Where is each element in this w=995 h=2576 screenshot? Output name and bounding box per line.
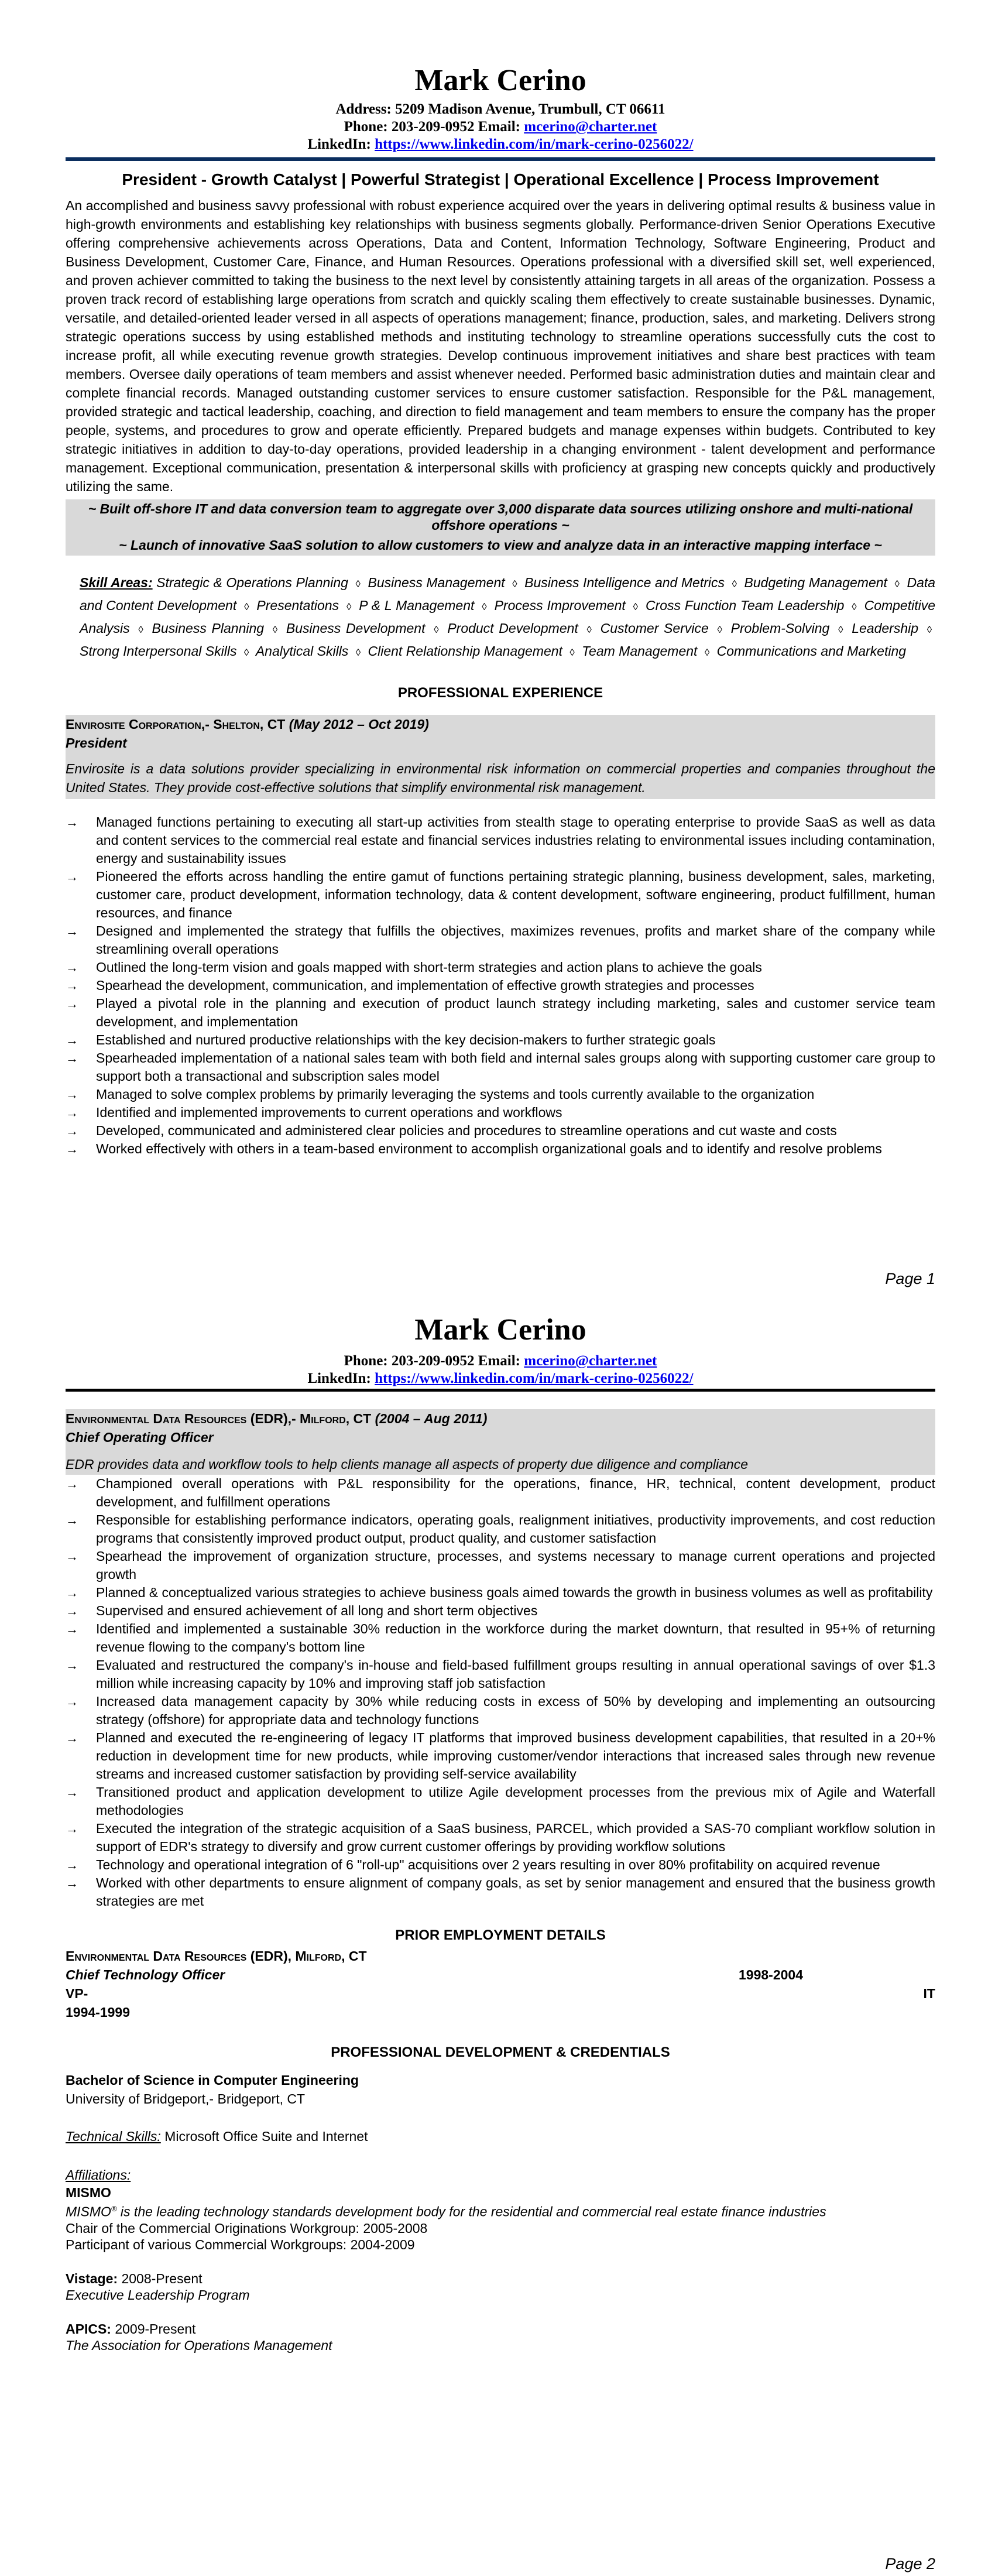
bullet-text: Worked effectively with others in a team-based environment to accomplish organizational goals and to identify and resolve problems <box>96 1141 882 1156</box>
skill-item: P & L Management <box>359 598 475 613</box>
skill-item: Process Improvement <box>494 598 626 613</box>
bullet-text: Outlined the long-term vision and goals mapped with short-term strategies and action plans to achieve the goals <box>96 960 762 975</box>
job-dates: (May 2012 – Oct 2019) <box>289 717 429 732</box>
diamond-separator-icon: ◊ <box>569 647 575 658</box>
job-dates: (2004 – Aug 2011) <box>375 1411 488 1426</box>
skill-areas <box>66 572 935 663</box>
skill-item: Budgeting Management <box>744 575 887 590</box>
diamond-separator-icon: ◊ <box>838 624 843 635</box>
diamond-separator-icon: ◊ <box>355 578 361 590</box>
arrow-right-icon: → <box>66 1622 78 1636</box>
mismo-role-1: Chair of the Commercial Originations Workgroup: 2005-2008 <box>66 2220 428 2236</box>
diamond-separator-icon: ◊ <box>355 647 361 658</box>
highlight-item: ~ Launch of innovative SaaS solution to allow customers to view and analyze data in an interactive mapping interface ~ <box>119 537 882 553</box>
vistage-label: Vistage: <box>66 2270 118 2286</box>
skill-item: Data and Content Development <box>80 575 936 613</box>
arrow-right-icon: → <box>66 1731 78 1745</box>
bullet-text: Evaluated and restructured the company's in-house and field-based fulfillment groups resulting in annual operational savings of over $1.3 million while increasing capacity by 10% and improving staff job satisfaction <box>96 1657 935 1691</box>
bullet-text: Managed functions pertaining to executing all start-up activities from stealth stage to operating enterprise to provide SaaS as well as data and content services to the commercial real estate and financial services industries relating to environmental issues including contamination, energy and sustainability issues <box>96 814 935 866</box>
header-divider <box>66 1389 935 1392</box>
affiliations-label: Affiliations: <box>66 2167 131 2183</box>
bullet-item <box>66 1511 935 1547</box>
apics-description: The Association for Operations Management <box>66 2337 332 2353</box>
degree: Bachelor of Science in Computer Engineering <box>66 2073 359 2088</box>
highlights-box <box>66 499 935 556</box>
arrow-right-icon: → <box>66 1142 78 1156</box>
diamond-separator-icon: ◊ <box>852 601 857 612</box>
headline: President - Growth Catalyst | Powerful Strategist | Operational Excellence | Process Improvement <box>122 170 879 189</box>
arrow-right-icon: → <box>66 1694 78 1709</box>
bullet-text: Planned & conceptualized various strategies to achieve business goals aimed towards the growth in business volumes as well as profitability <box>96 1585 933 1600</box>
arrow-right-icon: → <box>66 924 78 938</box>
bullet-text: Planned and executed the re-engineering of legacy IT platforms that improved business development capabilities, that resulted in a 20+% reduction in development time for new products, while improving customer/vendor interactions that increased sales through new revenue streams and increased customer satisfaction by providing self-service availability <box>96 1730 935 1782</box>
skill-item: Analytical Skills <box>255 643 349 659</box>
diamond-separator-icon: ◊ <box>894 578 900 590</box>
bullet-item <box>66 1729 935 1783</box>
bullet-text: Championed overall operations with P&L responsibility for the operations, finance, HR, technical, content development, product development, and fulfillment operations <box>96 1476 935 1509</box>
resume-page-2 <box>66 1313 935 2354</box>
mismo-prefix: MISMO <box>66 2204 111 2219</box>
diamond-separator-icon: ◊ <box>244 601 249 612</box>
diamond-separator-icon: ◊ <box>138 624 143 635</box>
phone-email-line <box>66 118 935 136</box>
skill-item: Presentations <box>256 598 339 613</box>
arrow-right-icon: → <box>66 996 78 1011</box>
bullet-item <box>66 1693 935 1729</box>
phone-label: Phone: 203-209-0952 Email: <box>344 119 524 135</box>
bullet-item <box>66 1031 935 1049</box>
email-link[interactable]: mcerino@charter.net <box>524 119 657 135</box>
bullet-text: Transitioned product and application development to utilize Agile development processes from the previous mix of Agile and Waterfall methodologies <box>96 1784 935 1818</box>
vistage-program: Executive Leadership Program <box>66 2287 250 2303</box>
prior-role-dept: IT <box>923 1986 935 2001</box>
email-link[interactable]: mcerino@charter.net <box>524 1353 657 1369</box>
apics-years: 2009-Present <box>111 2321 196 2337</box>
arrow-right-icon: → <box>66 1658 78 1673</box>
highlight-item: ~ Built off-shore IT and data conversion team to aggregate over 3,000 disparate data sources utilizing onshore and multi-national offshore operations ~ <box>88 501 913 533</box>
bullet-item <box>66 1104 935 1122</box>
resume-page-1 <box>66 63 935 1158</box>
job-title: President <box>66 735 127 751</box>
bullet-item <box>66 1475 935 1511</box>
skill-item: Product Development <box>447 621 578 636</box>
bullet-text: Pioneered the efforts across handling the entire gamut of functions pertaining strategic planning, business development, sales, marketing, customer care, product development, information technology, data & content development, software engineering, product fulfillment, human resources, and finance <box>96 869 935 920</box>
skill-item: Business Planning <box>152 621 265 636</box>
bullet-text: Managed to solve complex problems by primarily leveraging the systems and tools currently available to the organization <box>96 1087 815 1102</box>
diamond-separator-icon: ◊ <box>243 647 249 658</box>
diamond-separator-icon: ◊ <box>927 624 932 635</box>
linkedin-line <box>66 1370 935 1388</box>
arrow-right-icon: → <box>66 869 78 884</box>
bullet-text: Identified and implemented a sustainable 30% reduction in the workforce during the market downturn, that resulted in 95+% of returning revenue flowing to the company's bottom line <box>96 1621 935 1654</box>
skill-areas-label: Skill Areas: <box>80 575 153 590</box>
bullet-item <box>66 995 935 1031</box>
arrow-right-icon: → <box>66 1876 78 1890</box>
skill-item: Business Management <box>368 575 505 590</box>
arrow-right-icon: → <box>66 1051 78 1066</box>
bullet-text: Spearhead the development, communication, and implementation of effective growth strategies and processes <box>96 978 754 993</box>
registered-mark: ® <box>111 2204 117 2213</box>
affiliation-mismo-name: MISMO <box>66 2185 111 2200</box>
bullet-item <box>66 1584 935 1602</box>
diamond-separator-icon: ◊ <box>586 624 592 635</box>
skill-item: Customer Service <box>600 621 709 636</box>
arrow-right-icon: → <box>66 960 78 975</box>
arrow-right-icon: → <box>66 1785 78 1800</box>
arrow-right-icon: → <box>66 1821 78 1836</box>
bullet-item <box>66 868 935 922</box>
arrow-right-icon: → <box>66 1549 78 1564</box>
prior-role-title: Chief Technology Officer <box>66 1967 225 1982</box>
bullet-text: Played a pivotal role in the planning and execution of product launch strategy including marketing, sales and customer service team development, and implementation <box>96 996 935 1029</box>
skill-item: Strategic & Operations Planning <box>156 575 348 590</box>
skill-item: Business Development <box>286 621 426 636</box>
bullet-item <box>66 1140 935 1158</box>
linkedin-label: LinkedIn: <box>307 136 375 152</box>
diamond-separator-icon: ◊ <box>272 624 278 635</box>
arrow-right-icon: → <box>66 815 78 830</box>
skill-item: Client Relationship Management <box>368 643 562 659</box>
experience-section-title: PROFESSIONAL EXPERIENCE <box>397 685 603 701</box>
page-number: Page 2 <box>885 2555 935 2572</box>
company-name: Envirosite Corporation,- Shelton, CT <box>66 717 286 732</box>
bullet-item <box>66 1602 935 1620</box>
company-description: Envirosite is a data solutions provider specializing in environmental risk information on commercial properties and companies throughout the United States. They provide cost-effective solutions that simplify environmental risk management. <box>66 761 935 795</box>
page-number: Page 1 <box>885 1270 935 1287</box>
prior-company: Environmental Data Resources (EDR), Milford, CT <box>66 1948 367 1964</box>
arrow-right-icon: → <box>66 1477 78 1491</box>
linkedin-link[interactable]: https://www.linkedin.com/in/mark-cerino-0256022/ <box>375 136 694 152</box>
bullet-text: Spearhead the improvement of organization structure, processes, and systems necessary to manage current operations and projected growth <box>96 1549 935 1582</box>
linkedin-label: LinkedIn: <box>307 1371 375 1386</box>
bullet-item <box>66 1856 935 1874</box>
bullet-text: Developed, communicated and administered clear policies and procedures to streamline operations and cut waste and costs <box>96 1123 837 1138</box>
credentials-title: PROFESSIONAL DEVELOPMENT & CREDENTIALS <box>331 2044 670 2060</box>
bullet-item <box>66 958 935 977</box>
diamond-separator-icon: ◊ <box>346 601 352 612</box>
technical-skills <box>66 2127 935 2146</box>
bullet-text: Executed the integration of the strategic acquisition of a SaaS business, PARCEL, which provided a SAS-70 compliant workflow solution in support of EDR's strategy to diversify and grow current customer offerings by providing workflow solutions <box>96 1821 935 1854</box>
skill-item: Communications and Marketing <box>716 643 907 659</box>
bullet-item <box>66 922 935 958</box>
diamond-separator-icon: ◊ <box>732 578 737 590</box>
vistage-years: 2008-Present <box>118 2270 203 2286</box>
skill-item: Team Management <box>582 643 698 659</box>
bullet-item <box>66 1085 935 1104</box>
skill-item: Cross Function Team Leadership <box>645 598 845 613</box>
skill-item: Leadership <box>852 621 919 636</box>
diamond-separator-icon: ◊ <box>512 578 517 590</box>
company-name: Environmental Data Resources (EDR),- Milford, CT <box>66 1411 372 1426</box>
school: University of Bridgeport,- Bridgeport, CT <box>66 2091 306 2106</box>
arrow-right-icon: → <box>66 1123 78 1138</box>
bullet-item <box>66 1820 935 1856</box>
skill-item: Problem-Solving <box>730 621 830 636</box>
prior-role-1 <box>66 1965 935 1984</box>
bullet-item <box>66 1547 935 1584</box>
linkedin-link[interactable]: https://www.linkedin.com/in/mark-cerino-0256022/ <box>375 1371 694 1386</box>
bullet-text: Established and nurtured productive relationships with the key decision-makers to further strategic goals <box>96 1032 716 1047</box>
arrow-right-icon: → <box>66 1858 78 1872</box>
diamond-separator-icon: ◊ <box>717 624 722 635</box>
header-divider <box>66 157 935 161</box>
arrow-right-icon: → <box>66 978 78 993</box>
arrow-right-icon: → <box>66 1033 78 1047</box>
bullet-item <box>66 1620 935 1656</box>
arrow-right-icon: → <box>66 1087 78 1102</box>
technical-skills-value: Microsoft Office Suite and Internet <box>160 2129 368 2144</box>
prior-employment-title: PRIOR EMPLOYMENT DETAILS <box>395 1927 606 1943</box>
diamond-separator-icon: ◊ <box>482 601 487 612</box>
bullet-text: Supervised and ensured achievement of all long and short term objectives <box>96 1603 538 1618</box>
bullet-item <box>66 1122 935 1140</box>
bullet-item <box>66 1874 935 1910</box>
bullet-item <box>66 977 935 995</box>
job-bullets-envirosite <box>66 813 935 1158</box>
affiliation-mismo-description <box>66 2201 935 2220</box>
prior-role-dates: 1994-1999 <box>66 2005 130 2020</box>
diamond-separator-icon: ◊ <box>704 647 710 658</box>
prior-role-2 <box>66 1984 935 2003</box>
arrow-right-icon: → <box>66 1585 78 1600</box>
candidate-name: Mark Cerino <box>414 1313 586 1347</box>
skill-item: Business Intelligence and Metrics <box>524 575 725 590</box>
job-header-edr <box>66 1409 935 1475</box>
arrow-right-icon: → <box>66 1604 78 1618</box>
technical-skills-label: Technical Skills: <box>66 2129 161 2144</box>
diamond-separator-icon: ◊ <box>434 624 439 635</box>
bullet-text: Increased data management capacity by 30% while reducing costs in excess of 50% by developing and implementing an outsourcing strategy (offshore) for appropriate data and technology functions <box>96 1694 935 1727</box>
phone-label: Phone: 203-209-0952 Email: <box>344 1353 524 1369</box>
bullet-text: Responsible for establishing performance indicators, operating goals, realignment initiatives, productivity improvements, and cost reduction programs that consistently improved product output, product quality, and customer satisfaction <box>96 1512 935 1546</box>
bullet-text: Spearheaded implementation of a national sales team with both field and internal sales groups along with supporting customer care group to support both a transactional and subscription sales model <box>96 1050 935 1084</box>
phone-email-line <box>66 1352 935 1370</box>
bullet-text: Designed and implemented the strategy that fulfills the objectives, maximizes revenues, profits and market share of the company while streamlining overall operations <box>96 923 935 957</box>
linkedin-line <box>66 136 935 153</box>
bullet-item <box>66 1783 935 1820</box>
summary-paragraph: An accomplished and business savvy professional with robust experience acquired over the years in delivering optimal results & business value in high-growth environments and establishing key relationships with business segments globally. Performance-driven Senior Operations Executive offering comprehensive achievements across Operations, Data and Content, Information Technology, Software Engineering, Product and Business Development, Customer Care, Finance, and Human Resources. Operations professional with a diversified skill set, well experienced, and proven achiever committed to taking the business to the next level by consistently attaining targets in all areas of the organization. Possess a proven track record of establishing large operations from scratch and quickly scaling them effectively to create sustainable businesses. Dynamic, versatile, and detailed-oriented leader versed in all aspects of operations management; finance, production, sales, and marketing. Delivers strong strategic operations success by using established methods and instituting technology to streamline operations successfully cuts the cost to increase profit, all while executing revenue growth strategies. Develop continuous improvement initiatives and share best practices with team members. Oversee daily operations of team members and assist whenever needed. Performed basic administration duties and maintain clear and complete financial records. Managed outstanding customer services to ensure customer satisfaction. Responsible for the P&L management, provided strategic and tactical leadership, coaching, and direction to field management and team members to ensure the company has the proper people, systems, and procedures to grow and operate efficiently. Prepared budgets and manage expenses within budgets. Contributed to key strategic initiatives in addition to day-to-day operations, provided leadership in a changing environment - talent development and performance management. Exceptional communication, presentation & interpersonal skills with proficiency at grasping new concepts quickly and productively utilizing the same. <box>66 198 935 494</box>
bullet-item <box>66 1049 935 1085</box>
diamond-separator-icon: ◊ <box>633 601 639 612</box>
candidate-name: Mark Cerino <box>414 64 586 97</box>
prior-role-title: VP- <box>66 1986 88 2001</box>
arrow-right-icon: → <box>66 1513 78 1527</box>
apics-label: APICS: <box>66 2321 111 2337</box>
bullet-text: Worked with other departments to ensure alignment of company goals, as set by senior management and ensured that the business growth strategies are met <box>96 1875 935 1909</box>
job-title: Chief Operating Officer <box>66 1430 214 1445</box>
skill-item: Strong Interpersonal Skills <box>80 643 237 659</box>
prior-role-dates: 1998-2004 <box>739 1967 803 1982</box>
bullet-text: Identified and implemented improvements to current operations and workflows <box>96 1105 562 1120</box>
company-description: EDR provides data and workflow tools to help clients manage all aspects of property due diligence and compliance <box>66 1457 748 1472</box>
bullet-item <box>66 1656 935 1693</box>
job-header-envirosite <box>66 715 935 799</box>
mismo-desc: is the leading technology standards development body for the residential and commercial real estate finance industries <box>116 2204 826 2219</box>
address-line: Address: 5209 Madison Avenue, Trumbull, CT 06611 <box>335 101 665 117</box>
mismo-role-2: Participant of various Commercial Workgroups: 2004-2009 <box>66 2236 415 2252</box>
affiliation-vistage <box>66 2270 935 2287</box>
skill-item: Competitive Analysis <box>80 598 936 636</box>
affiliation-apics <box>66 2321 935 2337</box>
bullet-item <box>66 813 935 868</box>
arrow-right-icon: → <box>66 1105 78 1120</box>
bullet-text: Technology and operational integration of 6 "roll-up" acquisitions over 2 years resulting in over 80% profitability on acquired revenue <box>96 1857 880 1872</box>
job-bullets-edr <box>66 1475 935 1910</box>
